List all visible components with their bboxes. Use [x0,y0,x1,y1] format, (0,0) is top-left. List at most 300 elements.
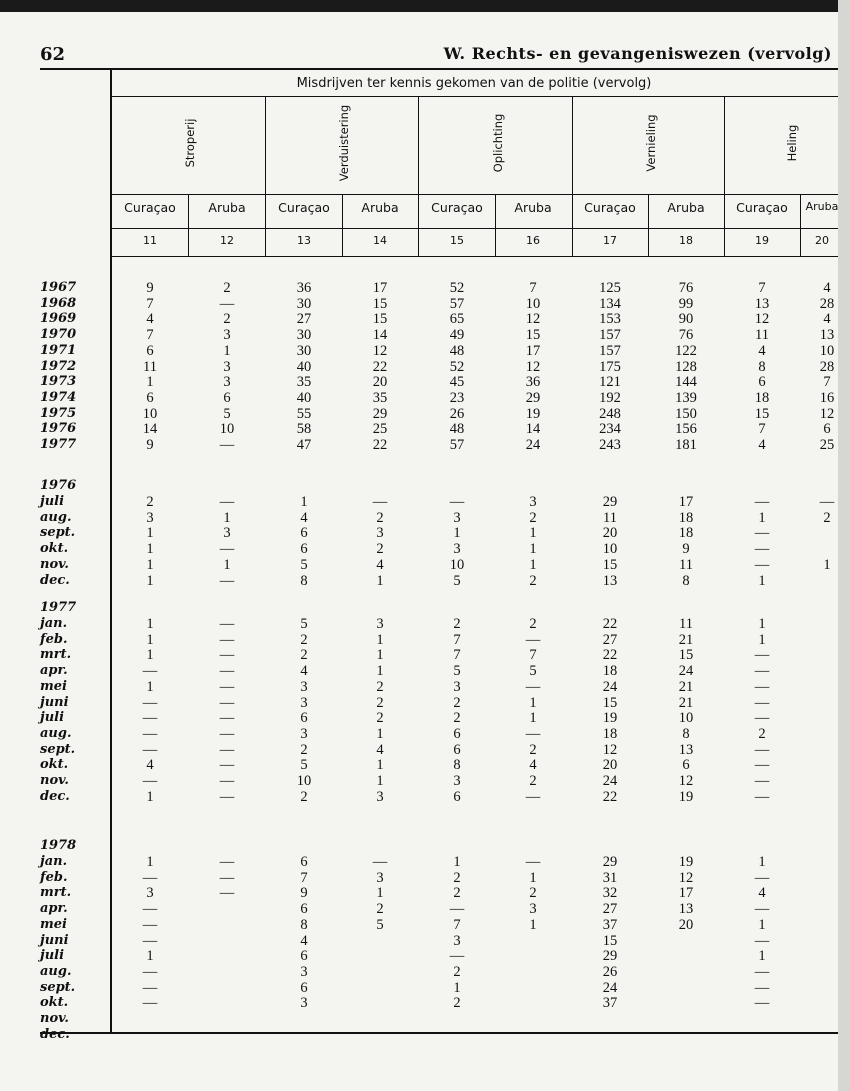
table-cell: 10 [142,405,158,422]
table-cell: 3 [453,932,461,949]
table-cell: 17 [678,885,694,902]
table-row [0,1027,838,1044]
colname-rule [112,228,838,229]
table-cell: 1 [146,948,154,965]
table-cell: 4 [300,509,308,526]
table-cell: 4 [300,932,308,949]
table-cell: 48 [449,421,465,438]
table-cell: 13 [678,741,694,758]
table-cell: 58 [296,421,312,438]
table-cell: — [219,773,235,789]
table-cell: 48 [449,342,465,359]
table-cell: 4 [146,757,154,774]
table-cell: 4 [758,885,766,902]
table-cell: 11 [679,616,693,632]
table-cell: 18 [678,525,694,542]
table-cell: — [142,901,158,918]
table-cell: 15 [602,556,618,573]
table-cell: — [525,854,541,870]
table-cell: 10 [449,556,465,573]
table-cell: — [754,773,770,789]
table-cell: 10 [602,541,618,558]
table-cell: 36 [296,280,312,296]
table-cell: 15 [525,327,541,344]
table-row [0,421,838,438]
table-cell: 1 [758,509,766,526]
table-cell: 30 [296,342,312,359]
table-cell: — [142,932,158,949]
table-row [0,494,838,511]
table-cell: 3 [300,963,308,980]
table-cell: — [754,757,770,774]
table-cell: — [142,663,158,680]
table-cell: — [219,541,235,558]
table-cell: 3 [300,995,308,1012]
table-cell: 52 [449,280,465,296]
table-cell: 4 [758,342,766,359]
table-cell: 1 [758,631,766,648]
table-cell: 157 [599,327,621,344]
row-label: dec. [40,788,70,804]
table-cell: 1 [376,757,384,774]
table-cell: 76 [678,280,694,296]
table-cell: 15 [602,694,618,711]
row-label: juli [40,710,65,726]
table-cell: 2 [823,509,831,526]
table-cell: 12 [754,311,770,328]
table-row [0,948,838,965]
table-cell: — [754,741,770,758]
table-cell: 12 [525,311,541,328]
table-cell: 1 [529,916,537,933]
table-cell: 55 [296,405,312,422]
table-cell: 10 [525,295,541,312]
table-cell: — [142,995,158,1012]
row-label: aug. [40,509,72,525]
table-cell: 1 [758,616,766,632]
table-cell: 192 [599,389,621,406]
table-cell: 8 [300,916,308,933]
table-cell: 1 [529,694,537,711]
table-cell: 6 [300,979,308,996]
column-number: 11 [143,234,157,247]
table-cell: 10 [678,710,694,727]
table-cell: 30 [296,295,312,312]
table-cell: 32 [602,885,618,902]
table-cell: 1 [146,616,154,632]
table-cell: — [525,678,541,695]
table-row [0,885,838,902]
table-row [0,390,838,407]
table-cell: 6 [300,901,308,918]
row-label: aug. [40,963,72,979]
table-cell: 1 [223,509,231,526]
table-cell: 1 [146,788,154,805]
table-cell: 1 [453,854,461,870]
row-label: sept. [40,979,76,995]
table-cell: — [372,494,388,510]
table-cell: — [525,631,541,648]
table-cell: 2 [453,995,461,1012]
table-cell: 3 [223,327,231,344]
table-cell: 18 [602,663,618,680]
table-cell: — [219,437,235,453]
column-header: Aruba [667,200,705,215]
table-cell: 27 [602,631,618,648]
table-cell: 248 [599,405,621,422]
row-label: mei [40,678,67,694]
table-cell: — [754,995,770,1012]
table-row [0,437,838,454]
table-cell: 10 [819,342,835,359]
table-cell: 3 [223,358,231,375]
table-cell: 20 [602,757,618,774]
row-label: mrt. [40,647,72,663]
table-row [0,695,838,712]
table-cell: — [219,710,235,727]
table-cell: 1 [453,525,461,542]
table-cell: 1 [300,494,308,510]
table-cell: — [142,725,158,742]
table-cell: 2 [758,725,766,742]
column-number: 13 [297,234,311,247]
table-row [0,980,838,997]
table-cell: 24 [602,678,618,695]
table-cell: 2 [376,678,384,695]
table-cell: — [219,663,235,680]
table-cell: 2 [453,869,461,886]
table-cell: 37 [602,995,618,1012]
row-label: okt. [40,995,69,1011]
row-label: juli [40,494,65,509]
row-label: sept. [40,741,76,757]
table-cell: 2 [529,572,537,589]
column-header: Curaçao [278,200,330,215]
column-header: Aruba [514,200,552,215]
table-cell: 1 [376,725,384,742]
column-header: Aruba [805,200,838,213]
table-cell: 1 [758,854,766,870]
row-label: aug. [40,725,72,741]
row-label: 1975 [40,405,77,421]
table-cell: 15 [678,647,694,664]
table-cell: 24 [678,663,694,680]
table-cell: — [754,932,770,949]
table-cell: 12 [678,773,694,789]
table-row [0,663,838,680]
table-cell: — [754,541,770,558]
table-cell: 26 [602,963,618,980]
table-cell: 3 [376,788,384,805]
table-cell: 90 [678,311,694,328]
table-cell: — [754,869,770,886]
table-cell: 29 [602,494,618,510]
table-cell: 2 [453,710,461,727]
table-cell: 12 [372,342,388,359]
table-cell: 6 [300,854,308,870]
table-row [0,773,838,790]
table-cell: 1 [146,678,154,695]
table-cell: — [754,556,770,573]
table-cell: 2 [529,741,537,758]
table-row [0,311,838,328]
table-row [0,296,838,313]
table-cell: 121 [599,374,621,391]
column-number: 15 [450,234,464,247]
table-cell: 6 [300,948,308,965]
table-cell: 2 [300,788,308,805]
table-cell: 17 [525,342,541,359]
table-cell: 9 [146,280,154,296]
table-row [0,573,838,590]
table-cell: — [219,741,235,758]
table-cell: 29 [372,405,388,422]
table-cell: 2 [146,494,154,510]
table-cell: 6 [300,710,308,727]
table-cell: 1 [146,631,154,648]
table-cell: 7 [529,280,537,296]
table-cell: — [219,694,235,711]
table-cell: 3 [376,869,384,886]
row-label: 1977 [40,437,77,452]
table-cell: 20 [602,525,618,542]
table-cell: 139 [675,389,697,406]
table-cell: 22 [602,616,618,632]
table-cell: — [754,525,770,542]
table-cell: 18 [754,389,770,406]
row-label: 1967 [40,280,77,295]
table-cell: 8 [682,572,690,589]
table-cell: — [754,494,770,510]
table-cell: — [219,631,235,648]
table-cell: 2 [453,694,461,711]
table-cell: — [525,788,541,805]
section-year-label: 1978 [40,838,77,853]
table-cell: — [142,694,158,711]
table-cell: 5 [300,556,308,573]
table-cell: 3 [223,374,231,391]
table-cell: 5 [300,616,308,632]
table-row [0,632,838,649]
table-cell: 134 [599,295,621,312]
table-cell: 35 [372,389,388,406]
table-cell: 19 [678,854,694,870]
table-cell: 45 [449,374,465,391]
table-cell: 24 [602,979,618,996]
table-cell: 1 [758,916,766,933]
table-cell: 5 [529,663,537,680]
row-label: 1976 [40,421,77,437]
row-label: dec. [40,1026,70,1042]
table-cell: 1 [146,541,154,558]
table-cell: 7 [300,869,308,886]
table-cell: 31 [602,869,618,886]
table-cell: 11 [755,327,769,344]
table-cell: — [525,725,541,742]
table-cell: 29 [602,854,618,870]
table-cell: — [219,295,235,312]
column-header: Curaçao [431,200,483,215]
colnum-rule [112,256,838,257]
table-cell: 2 [453,963,461,980]
table-cell: — [449,948,465,965]
table-cell: 1 [758,948,766,965]
table-cell: 1 [453,979,461,996]
table-cell: 4 [146,311,154,328]
table-cell: 3 [300,694,308,711]
title-rule [112,96,838,97]
row-label: 1969 [40,311,77,327]
table-cell: 2 [376,901,384,918]
row-label: nov. [40,1011,69,1026]
table-cell: 29 [525,389,541,406]
table-cell: — [142,710,158,727]
table-cell: 2 [376,509,384,526]
table-cell: 2 [529,773,537,789]
table-cell: — [219,757,235,774]
table-row [0,510,838,527]
table-cell: — [754,678,770,695]
table-cell: 4 [823,311,831,328]
table-cell: 6 [300,525,308,542]
table-cell: 8 [758,358,766,375]
row-label: sept. [40,525,76,541]
table-row [0,557,838,574]
table-cell: — [819,494,835,510]
table-cell: 6 [146,389,154,406]
table-cell: 21 [678,631,694,648]
table-cell: 99 [678,295,694,312]
table-cell: 16 [819,389,835,406]
table-cell: 57 [449,437,465,453]
table-cell: 3 [300,678,308,695]
table-cell: 3 [300,725,308,742]
table-cell: 243 [599,437,621,453]
table-cell: 18 [678,509,694,526]
table-cell: — [142,869,158,886]
table-cell: 17 [678,494,694,510]
table-cell: 7 [453,647,461,664]
table-cell: 1 [223,342,231,359]
table-cell: 27 [296,311,312,328]
header-rule [112,194,838,195]
table-cell: 21 [678,694,694,711]
table-cell: 2 [376,710,384,727]
table-cell: 36 [525,374,541,391]
table-cell: 23 [449,389,465,406]
table-cell: 20 [372,374,388,391]
table-row [0,933,838,950]
row-label: 1970 [40,327,77,343]
table-cell: 24 [525,437,541,453]
table-cell: 19 [525,405,541,422]
table-cell: 19 [678,788,694,805]
row-label: jan. [40,854,68,869]
table-cell: — [219,725,235,742]
table-cell: 6 [758,374,766,391]
column-header: Curaçao [584,200,636,215]
table-cell: 6 [146,342,154,359]
table-cell: 28 [819,358,835,375]
table-cell: — [754,663,770,680]
column-number: 14 [373,234,387,247]
table-cell: 1 [146,525,154,542]
row-label: nov. [40,773,69,788]
table-cell: 14 [142,421,158,438]
table-cell: 1 [376,572,384,589]
table-cell: 1 [823,556,831,573]
table-cell: 3 [376,616,384,632]
row-label: okt. [40,757,69,773]
table-cell: 7 [823,374,831,391]
table-cell: — [754,788,770,805]
table-row [0,901,838,918]
table-cell: 3 [453,678,461,695]
table-cell: 2 [529,509,537,526]
row-label: 1973 [40,374,77,390]
table-cell: 2 [300,631,308,648]
table-cell: 144 [675,374,697,391]
table-cell: 157 [599,342,621,359]
table-cell: 4 [300,663,308,680]
table-cell: 7 [529,647,537,664]
table-cell: 4 [376,741,384,758]
table-cell: 11 [679,556,693,573]
table-cell: 22 [602,788,618,805]
table-cell: 3 [453,773,461,789]
table-cell: 13 [678,901,694,918]
table-cell: 22 [372,437,388,453]
table-cell: 1 [376,663,384,680]
table-cell: 18 [602,725,618,742]
row-label: feb. [40,631,68,647]
table-row [0,964,838,981]
table-cell: 234 [599,421,621,438]
section-year-label: 1976 [40,478,77,493]
row-label: dec. [40,572,70,588]
group-label-verduistering: Verduistering [337,104,351,182]
table-cell: — [219,854,235,870]
table-cell: 6 [453,741,461,758]
table-main-title: Misdrijven ter kennis gekomen van de politie (vervolg) [296,76,652,91]
table-cell: 6 [453,725,461,742]
row-label: feb. [40,869,68,885]
table-cell: 15 [754,405,770,422]
table-row [0,359,838,376]
table-cell: 9 [300,885,308,902]
table-cell: 28 [819,295,835,312]
table-cell: 8 [453,757,461,774]
row-label: okt. [40,541,69,557]
table-cell: 1 [146,647,154,664]
row-label: jan. [40,616,68,631]
scan-border-top [0,0,838,12]
row-label: juni [40,694,69,710]
table-cell: — [142,773,158,789]
table-cell: 6 [300,541,308,558]
table-cell: 1 [376,885,384,902]
table-row [0,541,838,558]
table-cell: 1 [529,869,537,886]
table-cell: 2 [300,647,308,664]
table-cell: 1 [529,710,537,727]
table-cell: 19 [602,710,618,727]
table-cell: 3 [453,541,461,558]
table-cell: 125 [599,280,621,296]
table-cell: — [754,901,770,918]
table-cell: 35 [296,374,312,391]
table-cell: 12 [819,405,835,422]
